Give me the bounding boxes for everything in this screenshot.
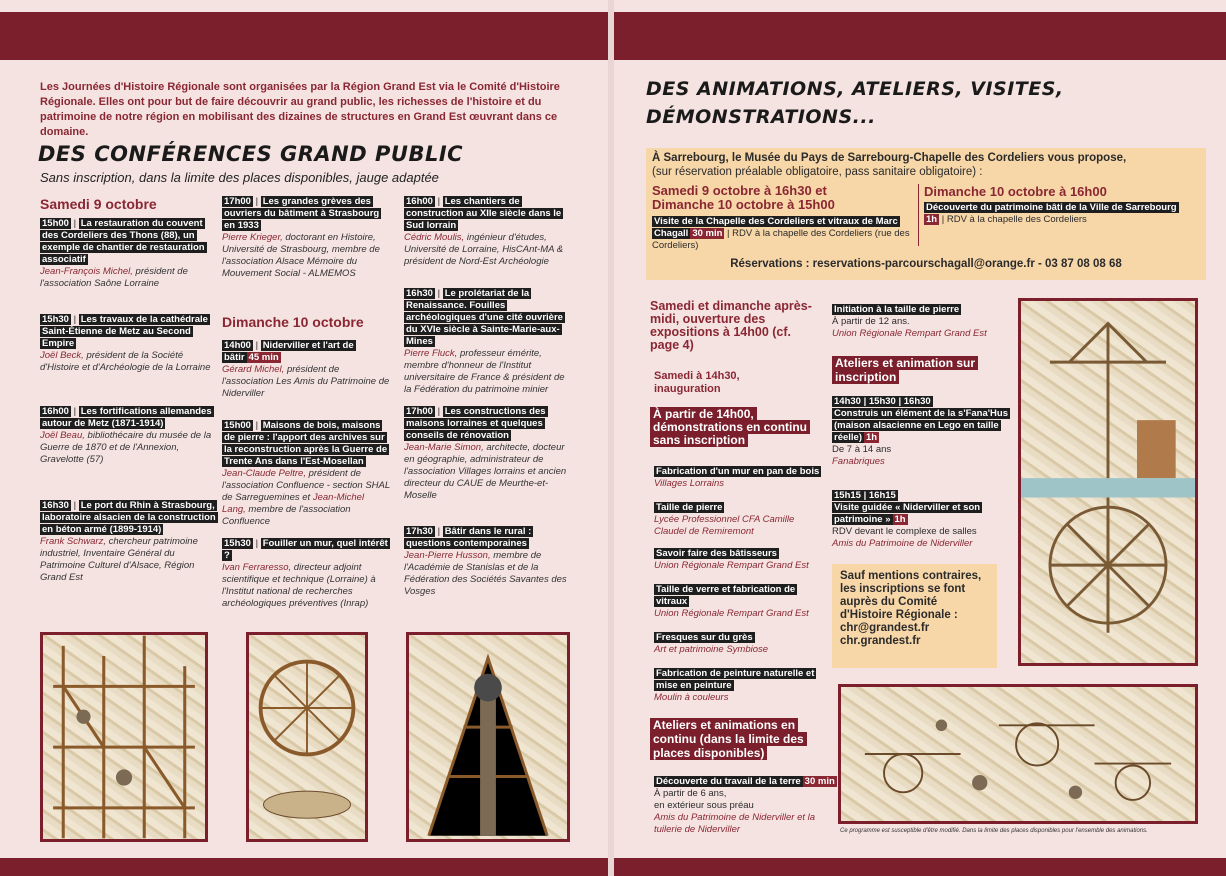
inauguration: Samedi à 14h30, inauguration (654, 370, 740, 395)
demo-item (654, 502, 824, 538)
conference-item: 15h30 | Les travaux de la cathédrale Saint-Étienne de Metz au Second Empire Joël Beck, président de la Société d'Histoire et d'Archéologie de la Lorraine (40, 314, 211, 373)
conference-time: 15h00 (42, 218, 69, 229)
activity-terre: Découverte du travail de la terre 30 min À partir de 6 ans, en extérieur sous préau Amis du Patrimoine de Niderviller et la tuilerie de Niderviller (654, 776, 835, 835)
conference-item: 16h30 | Le port du Rhin à Strasbourg, laboratoire alsacien de la construction en béton armé (1899-1914) Frank Schwarz, chercheur patrimoine industriel, Inventaire Général du Patrimoine Culturel d'Alsace, Région Grand Est (40, 500, 216, 583)
conference-speaker: Cédric Moulis, (404, 232, 465, 243)
sarrebourg-box (646, 148, 1206, 280)
conference-speaker-desc: président de la Société d'Histoire et d'Archéologie de la Lorraine (40, 350, 211, 373)
contact-website[interactable]: chr.grandest.fr (840, 635, 921, 647)
conference-title: Maisons de bois, maisons de pierre : l'apport des archives sur la reconstruction après la Guerre de Trente Ans dans l'Est-Mosellan (224, 420, 388, 467)
sarrebourg-a-day2: Dimanche 10 octobre à 15h00 (652, 197, 835, 212)
sarrebourg-a-title: Visite de la Chapelle des Cordeliers et vitraux de Marc Chagall (654, 216, 898, 239)
demo-title: Fabrication d'un mur en pan de bois (656, 466, 820, 477)
conference-time: 17h00 (406, 406, 433, 417)
conferences-title: DES CONFÉRENCES GRAND PUBLIC (38, 142, 464, 166)
conference-item: 17h30 | Bâtir dans le rural : questions contemporaines Jean-Pierre Husson, membre de l'Académie de Stanislas et de la Fédération des Sociétés Savantes des Vosges (404, 526, 567, 597)
demo-organizer: Moulin à couleurs (654, 692, 729, 703)
conference-time: 16h00 (42, 406, 69, 417)
conference-speaker: Frank Schwarz, (40, 536, 106, 547)
demo-title: Fresques sur du grès (656, 632, 753, 643)
conference-duration: 45 min (248, 352, 279, 363)
illustration-scaffold (40, 632, 208, 842)
top-band-right (614, 12, 1226, 60)
conference-time: 17h00 (224, 196, 251, 207)
conference-item: 16h00 | Les chantiers de construction au XIIe siècle dans le Sud lorrain Cédric Moulis, ingénieur d'études, Université de Lorraine, HisCAnt-MA & président de Nord-Est Archéologie (404, 196, 564, 267)
left-panel (0, 0, 610, 876)
conference-speaker: Pierre Krieger, (222, 232, 283, 243)
illustration-statue (406, 632, 570, 842)
conference-title: Les travaux de la cathédrale Saint-Étienne de Metz au Second Empire (42, 314, 208, 349)
conference-speaker: Jean-Pierre Husson, (404, 550, 491, 561)
conference-title: La restauration du couvent des Cordeliers des Thons (88), un exemple de chantier de restauration associatif (42, 218, 205, 265)
contact-text: Sauf mentions contraires, les inscriptions se font auprès du Comité d'Histoire Régionale : (840, 570, 982, 621)
demo-item (654, 548, 824, 572)
conference-speaker-desc: président de l'association Confluence - section SHAL de Sarreguemines et (222, 468, 390, 503)
conference-time: 15h30 (42, 314, 69, 325)
conference-item: 15h00 | La restauration du couvent des Cordeliers des Thons (88), un exemple de chantier de restauration associatif Jean-François Michel, président de l'association Saône Lorraine (40, 218, 205, 289)
conference-speaker-desc: architecte, docteur en géographie, administrateur de l'association Villages lorrains et ancien directeur du CAUE de Meurthe-et-Moselle (404, 442, 567, 501)
bottom-band (0, 858, 610, 876)
activity-initiation: Initiation à la taille de pierre À partir de 12 ans. Union Régionale Rempart Grand Est (832, 304, 987, 339)
expo-opening: Samedi et dimanche après-midi, ouverture des expositions à 14h00 (cf. page 4) (650, 299, 812, 352)
conference-item: 14h00 | Niderviller et l'art de bâtir 45 min Gérard Michel, président de l'association Les Amis du Patrimoine de Niderviller (222, 340, 390, 399)
conference-speaker: Jean-Claude Peltre, (222, 468, 306, 479)
sarrebourg-b-title: Découverte du patrimoine bâti de la Ville de Sarrebourg (926, 202, 1177, 213)
conference-time: 14h00 (224, 340, 251, 351)
conference-speaker-desc: chercheur patrimoine industriel, Inventaire Général du Patrimoine Culturel d'Alsace, Région Grand Est (40, 536, 198, 583)
conference-item: 16h00 | Les fortifications allemandes autour de Metz (1871-1914) Joël Beau, bibliothécaire du musée de la Guerre de 1870 et de l'Annexion, Gravelotte (57) (40, 406, 212, 465)
sarrebourg-a-place: RDV à la chapelle des Cordeliers (rue des Cordeliers) (652, 228, 910, 251)
day-saturday: Samedi 9 octobre (40, 196, 157, 212)
conference-time: 15h30 (224, 538, 251, 549)
sarrebourg-a-duration: 30 min (692, 228, 723, 239)
conference-time: 15h00 (224, 420, 251, 431)
animations-title-line1: DES ANIMATIONS, ATELIERS, VISITES, (646, 78, 1064, 100)
conference-speaker-desc: président de l'association Saône Lorraine (40, 266, 188, 289)
intro-text: Les Journées d'Histoire Régionale sont organisées par la Région Grand Est via le Comité d'Histoire Régionale. Elles ont pour but de faire découvrir au grand public, les richesses de l'histoire et du patrimoine de notre région en mobilisant des dizaines de structures en Grand Est œuvrant dans ce domaine. (40, 81, 560, 138)
conference-speaker-2: Jean-Michel Lang, (222, 492, 365, 515)
conference-title: Les grandes grèves des ouvriers du bâtiment à Strasbourg en 1933 (224, 196, 380, 231)
sarrebourg-b-place: RDV à la chapelle des Cordeliers (946, 214, 1087, 225)
right-panel (614, 0, 1226, 876)
conference-speaker: Joël Beau, (40, 430, 85, 441)
demo-item (654, 632, 824, 656)
demo-heading: À partir de 14h00, démonstrations en continu sans inscription (650, 408, 820, 447)
conference-title: Fouiller un mur, quel intérêt ? (224, 538, 388, 561)
demo-item (654, 466, 824, 490)
conference-item: 15h00 | Maisons de bois, maisons de pierre : l'apport des archives sur la reconstruction après la Guerre de Trente Ans dans l'Est-Mosellan Jean-Claude Peltre, président de l'association Confluence - section SHAL de Sarreguemines et Jean-Michel Lang, membre de l'association Confluence (222, 420, 390, 527)
conference-time: 16h30 (406, 288, 433, 299)
activity-lego: 14h30 | 15h30 | 16h30 Construis un élément de la s'Fana'Hus (maison alsacienne en Lego en taille réelle) 1h De 7 à 14 ans Fanabriques (832, 396, 1008, 467)
conference-speaker-desc: ingénieur d'études, Université de Lorraine, HisCAnt-MA & président de Nord-Est Archéologie (404, 232, 564, 267)
conference-speaker: Joël Beck, (40, 350, 84, 361)
demo-organizer: Villages Lorrains (654, 478, 725, 489)
conference-item: 17h00 | Les constructions des maisons lorraines et quelques conseils de rénovation Jean-Marie Simon, architecte, docteur en géographie, administrateur de l'association Villages lorrains et ancien directeur du CAUE de Meurthe-et-Moselle (404, 406, 567, 501)
conference-time: 17h30 (406, 526, 433, 537)
illustration-carts (838, 684, 1198, 824)
contact-email[interactable]: chr@grandest.fr (840, 622, 930, 634)
conference-time: 16h30 (42, 500, 69, 511)
ateliers-heading: Ateliers et animations en continu (dans la limite des places disponibles) (650, 718, 830, 760)
conference-speaker-desc: membre de l'Académie de Stanislas et de la Fédération des Sociétés Savantes des Vosges (404, 550, 567, 597)
demo-title: Fabrication de peinture naturelle et mise en peinture (656, 668, 815, 691)
conference-title: Niderviller et l'art de bâtir (224, 340, 354, 363)
sarrebourg-note: (sur réservation préalable obligatoire, pass sanitaire obligatoire) : (652, 166, 983, 178)
conference-speaker-desc: doctorant en Histoire, Université de Strasbourg, membre de l'association Alsace Mémoire du Mouvement Social - ALMEMOS (222, 232, 380, 279)
conferences-subtitle: Sans inscription, dans la limite des places disponibles, jauge adaptée (40, 170, 439, 185)
conference-item: 16h30 | Le prolétariat de la Renaissance. Fouilles archéologiques d'une cité ouvrière du XVIe siècle à Sainte-Marie-aux-Mines Pierre Fluck, professeur émérite, membre d'honneur de l'Institut universitaire de France & président de la Fédération du patrimoine minier (404, 288, 565, 395)
conference-speaker-desc: président de l'association Les Amis du Patrimoine de Niderviller (222, 364, 390, 399)
inscription-heading: Ateliers et animation sur inscription (832, 356, 982, 384)
sarrebourg-a-day1: Samedi 9 octobre à 16h30 et (652, 183, 827, 198)
contact-box (832, 564, 997, 668)
day-sunday: Dimanche 10 octobre (222, 314, 364, 330)
demo-title: Taille de verre et fabrication de vitraux (656, 584, 796, 607)
conference-speaker: Jean-Marie Simon, (404, 442, 484, 453)
top-band (0, 12, 610, 60)
sarrebourg-visit: Visite de la Chapelle des Cordeliers et vitraux de Marc Chagall 30 min | RDV à la chapelle des Cordeliers (rue des Cordeliers) (652, 216, 910, 251)
conference-title: Bâtir dans le rural : questions contemporaines (406, 526, 532, 549)
sarrebourg-b-day: Dimanche 10 octobre à 16h00 (924, 184, 1107, 199)
conference-title: Les fortifications allemandes autour de Metz (1871-1914) (42, 406, 212, 429)
footnote: Ce programme est susceptible d'être modifié. Dans la limite des places disponibles pour l'ensemble des animations. (840, 828, 1148, 834)
demo-organizer: Art et patrimoine Symbiose (654, 644, 769, 655)
conference-speaker-2-desc: membre de l'association Confluence (222, 504, 351, 527)
demo-organizer: Union Régionale Rempart Grand Est (654, 608, 809, 619)
sarrebourg-heritage: Découverte du patrimoine bâti de la Ville de Sarrebourg 1h | RDV à la chapelle des Cordeliers (926, 202, 1177, 225)
animations-title-line2: DÉMONSTRATIONS... (646, 106, 876, 128)
sarrebourg-heading: À Sarrebourg, le Musée du Pays de Sarrebourg-Chapelle des Cordeliers vous propose, (652, 152, 1127, 164)
conference-title: Le prolétariat de la Renaissance. Fouilles archéologiques d'une cité ouvrière du XVIe siècle à Sainte-Marie-aux-Mines (406, 288, 563, 347)
conference-speaker: Ivan Ferraresso, (222, 562, 292, 573)
conference-title: Le port du Rhin à Strasbourg, laboratoire alsacien de la construction en béton armé (1899-1914) (42, 500, 216, 535)
bottom-band-right (614, 858, 1226, 876)
demo-item (654, 584, 824, 620)
illustration-wheel (246, 632, 368, 842)
conference-item: 15h30 | Fouiller un mur, quel intérêt ? Ivan Ferraresso, directeur adjoint scientifique et technique (Lorraine) à l'Institut national de recherches archéologiques préventives (Inrap) (222, 538, 388, 609)
activity-visite: 15h15 | 16h15 Visite guidée « Niderviller et son patrimoine » 1h RDV devant le complexe de salles Amis du Patrimoine de Niderviller (832, 490, 981, 549)
conference-title: Les chantiers de construction au XIIe siècle dans le Sud lorrain (406, 196, 562, 231)
demo-title: Savoir faire des bâtisseurs (656, 548, 777, 559)
conference-time: 16h00 (406, 196, 433, 207)
illustration-crane (1018, 298, 1198, 666)
divider (918, 184, 919, 246)
sarrebourg-b-duration: 1h (926, 214, 938, 225)
demo-organizer: Union Régionale Rempart Grand Est (654, 560, 809, 571)
conference-speaker-desc: bibliothécaire du musée de la Guerre de 1870 et de l'Annexion, Gravelotte (57) (40, 430, 212, 465)
conference-title: Les constructions des maisons lorraines et quelques conseils de rénovation (406, 406, 546, 441)
conference-speaker: Pierre Fluck, (404, 348, 458, 359)
conference-speaker-desc: professeur émérite, membre d'honneur de l'Institut universitaire de France & président de la Fédération du patrimoine minier (404, 348, 565, 395)
conference-speaker: Gérard Michel, (222, 364, 285, 375)
demo-organizer: Lycée Professionnel CFA Camille Claudel de Remiremont (654, 514, 795, 537)
demo-item (654, 668, 824, 704)
conference-speaker-desc: directeur adjoint scientifique et technique (Lorraine) à l'Institut national de recherches archéologiques préventives (Inrap) (222, 562, 376, 609)
conference-item: 17h00 | Les grandes grèves des ouvriers du bâtiment à Strasbourg en 1933 Pierre Krieger, doctorant en Histoire, Université de Strasbourg, membre de l'association Alsace Mémoire du Mouvement Social - ALMEMOS (222, 196, 380, 279)
reservations-line: Réservations : reservations-parcourschagall@orange.fr - 03 87 08 08 68 (730, 258, 1122, 270)
demo-title: Taille de pierre (656, 502, 723, 513)
conference-speaker: Jean-François Michel, (40, 266, 133, 277)
